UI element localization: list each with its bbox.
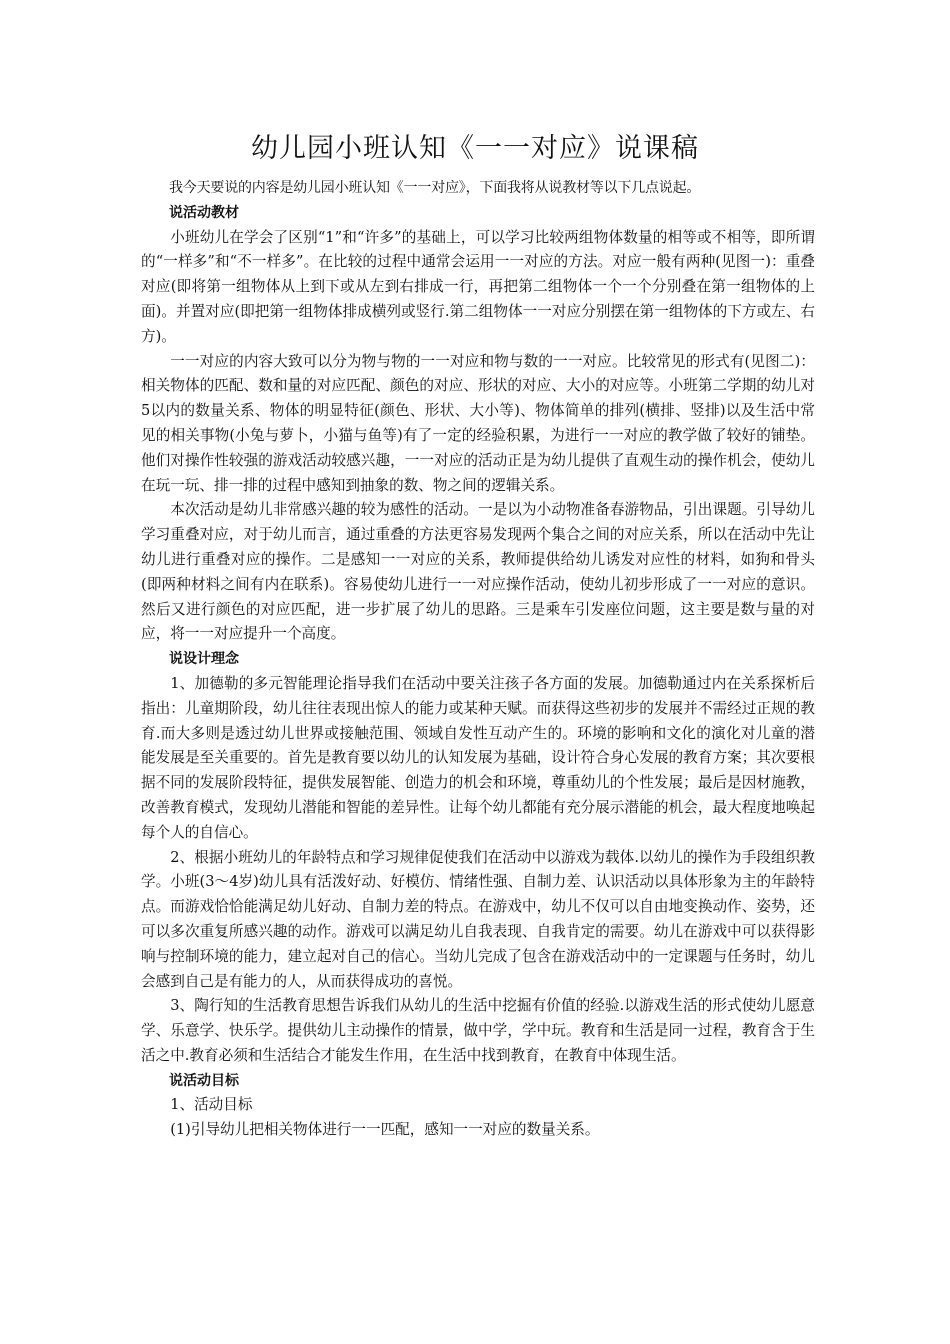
paragraph-design-3: 3、陶行知的生活教育思想告诉我们从幼儿的生活中挖掘有价值的经验.以游戏生活的形式使幼儿愿意学、乐意学、快乐学。提供幼儿主动操作的情景，做中学，学中玩。教育和生活是同一过程，教育含于生活之中.教育必须和生活结合才能发生作用，在生活中找到教育，在教育中体现生活。 [141,997,815,1064]
section-heading-material: 说活动教材 [169,204,239,221]
paragraph-material-2: 一一对应的内容大致可以分为物与物的一一对应和物与数的一一对应。比较常见的形式有(见图二)：相关物体的匹配、数和量的对应匹配、颜色的对应、形状的对应、大小的对应等。小班第二学期的幼儿对5以内的数量关系、物体的明显特征(颜色、形状、大小等)、物体简单的排列(横排、竖排)以及生活中常见的相关事物(小兔与萝卜，小猫与鱼等)有了一定的经验积累，为进行一一对应的教学做了较好的铺垫。他们对操作性较强的游戏活动较感兴趣，一一对应的活动正是为幼儿提供了直观生动的操作机会，使幼儿在玩一玩、排一排的过程中感知到抽象的数、物之间的逻辑关系。 [141,352,815,494]
document-title: 幼儿园小班认知《一一对应》说课稿 [251,133,699,164]
paragraph-design-2: 2、根据小班幼儿的年龄特点和学习规律促使我们在活动中以游戏为载体.以幼儿的操作为手段组织教学。小班(3～4岁)幼儿具有活泼好动、好模仿、情绪性强、自制力差、认识活动以具体形象为主的年龄特点。而游戏恰恰能满足幼儿好动、自制力差的特点。在游戏中，幼儿不仅可以自由地变换动作、姿势，还可以多次重复所感兴趣的动作。游戏可以满足幼儿自我表现、自我肯定的需要。幼儿在游戏中可以获得影响与控制环境的能力，建立起对自己的信心。当幼儿完成了包含在游戏活动中的一定课题与任务时，幼儿会感到自己是有能力的人，从而获得成功的喜悦。 [141,848,815,990]
paragraph-material-1: 小班幼儿在学会了区别“1”和“许多”的基础上，可以学习比较两组物体数量的相等或不相等，即所谓的“一样多”和“不一样多”。在比较的过程中通常会运用一一对应的方法。对应一般有两种(见图一)：重叠对应(即将第一组物体从上到下或从左到右排成一行，再把第二组物体一个一个分别叠在第一组物体的上面)。并置对应(即把第一组物体排成横列或竖行.第二组物体一一对应分别摆在第一组物体的下方或左、右方)。 [141,228,815,345]
section-heading-design: 说设计理念 [169,651,239,668]
intro-paragraph: 我今天要说的内容是幼儿园小班认知《一一对应》，下面我将从说教材等以下几点说起。 [169,180,701,196]
paragraph-material-3: 本次活动是幼儿非常感兴趣的较为感性的活动。一是以为小动物准备春游物品，引出课题。引导幼儿学习重叠对应，对于幼儿而言，通过重叠的方法更容易发现两个集合之间的对应关系，所以在活动中先让幼儿进行重叠对应的操作。二是感知一一对应的关系，教师提供给幼儿诱发对应性的材料，如狗和骨头(即两种材料之间有内在联系)。容易使幼儿进行一一对应操作活动，使幼儿初步形成了一一对应的意识。然后又进行颜色的对应匹配，进一步扩展了幼儿的思路。三是乘车引发座位问题，这主要是数与量的对应，将一一对应提升一个高度。 [141,501,815,643]
goal-line-1: 1、活动目标 [170,1096,253,1114]
goal-line-2: (1)引导幼儿把相关物体进行一一匹配，感知一一对应的数量关系。 [170,1121,600,1139]
document-body [141,176,815,1143]
paragraph-design-1: 1、加德勒的多元智能理论指导我们在活动中要关注孩子各方面的发展。加德勒通过内在关系探析后指出：儿童期阶段，幼儿往往表现出惊人的能力或某种天赋。而获得这些初步的发展并不需经过正规的教育.而大多则是透过幼儿世界或接触范围、领域自发性互动产生的。环境的影响和文化的演化对儿童的潜能发展是至关重要的。首先是教育要以幼儿的认知发展为基础，设计符合身心发展的教育方案；其次要根据不同的发展阶段特征，提供发展智能、创造力的机会和环境，尊重幼儿的个性发展；最后是因材施教，改善教育模式，发现幼儿潜能和智能的差异性。让每个幼儿都能有充分展示潜能的机会，最大程度地唤起每个人的自信心。 [141,674,815,841]
section-heading-goal: 说活动目标 [169,1072,239,1089]
